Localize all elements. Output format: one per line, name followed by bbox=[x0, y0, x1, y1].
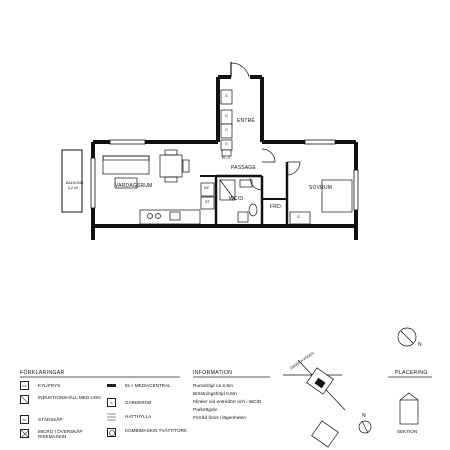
dishwasher-icon bbox=[21, 430, 29, 438]
legend-icon-g: G bbox=[107, 398, 116, 407]
washer-icon bbox=[108, 429, 116, 437]
info-line-2: Bröstningshöjd 0,6m bbox=[193, 392, 237, 397]
legend-text-micro: MICRO I ÖVERSKÅP DISKMASKIN bbox=[38, 429, 83, 440]
legend-icon-elc bbox=[107, 381, 116, 390]
chair-1 bbox=[165, 150, 177, 155]
induction-icon bbox=[21, 396, 29, 404]
info-line-5: Förråd finns i lägenheten bbox=[193, 416, 247, 421]
chair-3 bbox=[183, 160, 189, 172]
fixture-code-g5: G bbox=[297, 215, 300, 219]
fixture-code-g2: G bbox=[225, 114, 228, 118]
section-label: SEKTION bbox=[397, 429, 418, 434]
fixture-code-g4: G bbox=[225, 142, 228, 146]
section-outline bbox=[400, 400, 418, 424]
legend-text-induction: INDUKTIONSHÄLL MED UGN bbox=[38, 395, 101, 400]
fixture-code-st: ST bbox=[205, 200, 210, 204]
entry-door-swing bbox=[231, 63, 249, 77]
info-line-4: Parkettgolv bbox=[193, 408, 217, 413]
legend-icon-micro bbox=[20, 429, 29, 438]
balcony-area: 6,2 m² bbox=[68, 186, 79, 190]
site-north-label: N bbox=[362, 413, 366, 419]
site-building-2 bbox=[312, 421, 339, 447]
sink bbox=[170, 212, 180, 220]
hat-shelf-icon bbox=[107, 412, 116, 421]
section-roof bbox=[400, 393, 418, 400]
stove-ring-2 bbox=[156, 214, 161, 219]
legend-text-elc: EL-/ MEDIACENTRAL bbox=[125, 383, 171, 388]
room-label-sovrum: SOVRUM bbox=[309, 185, 333, 191]
balcony-label: BALKONG bbox=[66, 181, 84, 185]
legend-text-kf: KYL/FRYS bbox=[38, 383, 61, 388]
fixture-code-kf: K/F bbox=[204, 186, 210, 190]
legend-title: FÖRKLARINGAR bbox=[20, 370, 65, 376]
dining-table bbox=[160, 155, 182, 177]
room-label-passage: PASSAGE bbox=[231, 165, 256, 171]
washer bbox=[238, 212, 248, 222]
legend-text-kombi: KOMBIMASKIN TVÄTT/TORK bbox=[125, 428, 188, 433]
legend-text-st: STÄDSKÅP bbox=[38, 417, 63, 422]
plan-north-label: N bbox=[418, 342, 422, 348]
legend-icon-kf: K/F bbox=[20, 381, 29, 390]
street-label: DANSKA VÄGEN bbox=[289, 351, 315, 371]
window-north-living bbox=[110, 140, 145, 144]
toilet bbox=[249, 204, 257, 216]
window-east bbox=[354, 170, 358, 210]
window-north-bedroom bbox=[305, 140, 335, 144]
passage-door-swing bbox=[262, 149, 275, 162]
info-title: INFORMATION bbox=[193, 370, 233, 376]
room-label-frd: FRD. bbox=[270, 204, 283, 210]
el-central-icon bbox=[107, 381, 116, 390]
room-label-entre: ENTRÉ bbox=[237, 118, 255, 124]
bedroom-wardrobe bbox=[290, 212, 310, 224]
fixture-code-elc: EL-C bbox=[222, 156, 231, 160]
window-west bbox=[91, 158, 95, 208]
fixture-code-g3: G bbox=[225, 128, 228, 132]
room-label-vardagsrum: VARDAGSRUM bbox=[115, 183, 153, 189]
placering-title: PLACERING bbox=[395, 370, 428, 376]
legend-icon-kombi bbox=[107, 428, 116, 437]
stove-ring-1 bbox=[148, 214, 153, 219]
sofa bbox=[103, 156, 149, 174]
sofa-back bbox=[103, 156, 149, 160]
room-label-wc-d: WC/D bbox=[229, 196, 244, 202]
legend-icon-induction bbox=[20, 395, 29, 404]
plan-compass-needle bbox=[401, 331, 413, 343]
bedroom-door-swing bbox=[287, 162, 300, 175]
fixture-code-g1: G bbox=[225, 94, 228, 98]
legend-text-hat: HATTHYLLA bbox=[125, 414, 152, 419]
info-line-1: Rumshöjd ca 2,5m bbox=[193, 384, 233, 389]
legend-icon-st: ST bbox=[20, 415, 29, 424]
legend-icon-hat bbox=[107, 412, 116, 421]
info-line-3: Klinker vid entrédörr och i WC/D bbox=[193, 400, 262, 405]
site-compass-needle bbox=[362, 421, 368, 433]
legend-text-g: GARDEROB bbox=[125, 400, 152, 405]
chair-2 bbox=[165, 177, 177, 182]
